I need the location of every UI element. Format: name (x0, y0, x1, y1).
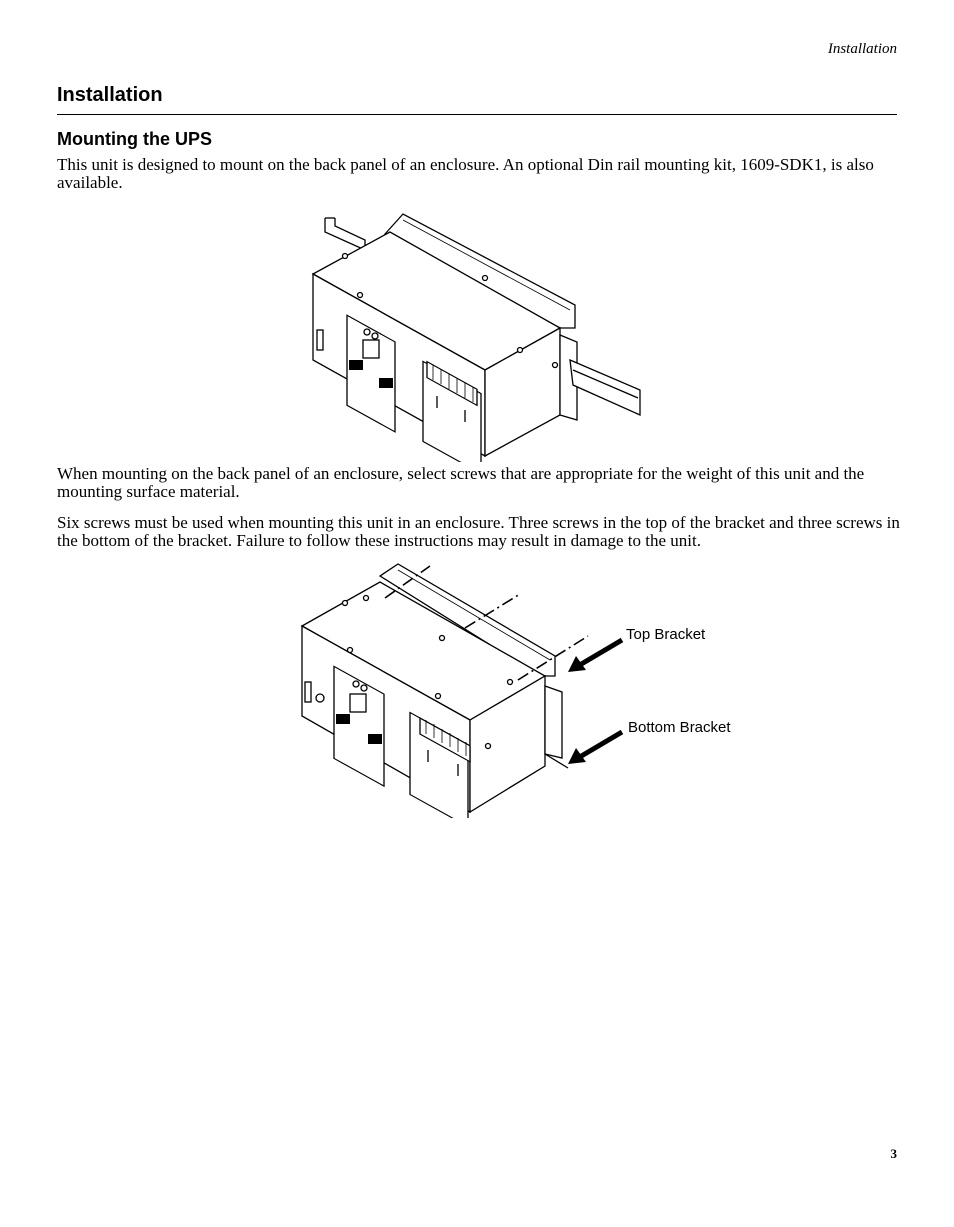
ups-bracket-figure (290, 558, 590, 818)
section-rule (57, 114, 897, 115)
bottom-bracket-label: Bottom Bracket (628, 719, 731, 736)
section-title: Installation (57, 84, 163, 106)
warning-paragraph: Six screws must be used when mounting this unit in an enclosure. Three screws in the top of the bracket and three screws in the bottom of the bracket. Failure to follow these instructions may result in damage to the unit. (57, 513, 900, 550)
screws-paragraph: When mounting on the back panel of an enclosure, select screws that are appropriate for the weight of this unit and the mounting surface material. (57, 464, 865, 501)
callout-arrows (560, 630, 630, 770)
intro-paragraph: This unit is designed to mount on the back panel of an enclosure. An optional Din rail mounting kit, 1609-SDK1, is also available. (57, 155, 874, 192)
ups-din-rail-figure (305, 210, 645, 462)
page-number: 3 (890, 1146, 897, 1161)
subsection-title: Mounting the UPS (57, 129, 212, 149)
top-bracket-label: Top Bracket (626, 626, 706, 643)
running-header: Installation (827, 41, 897, 57)
